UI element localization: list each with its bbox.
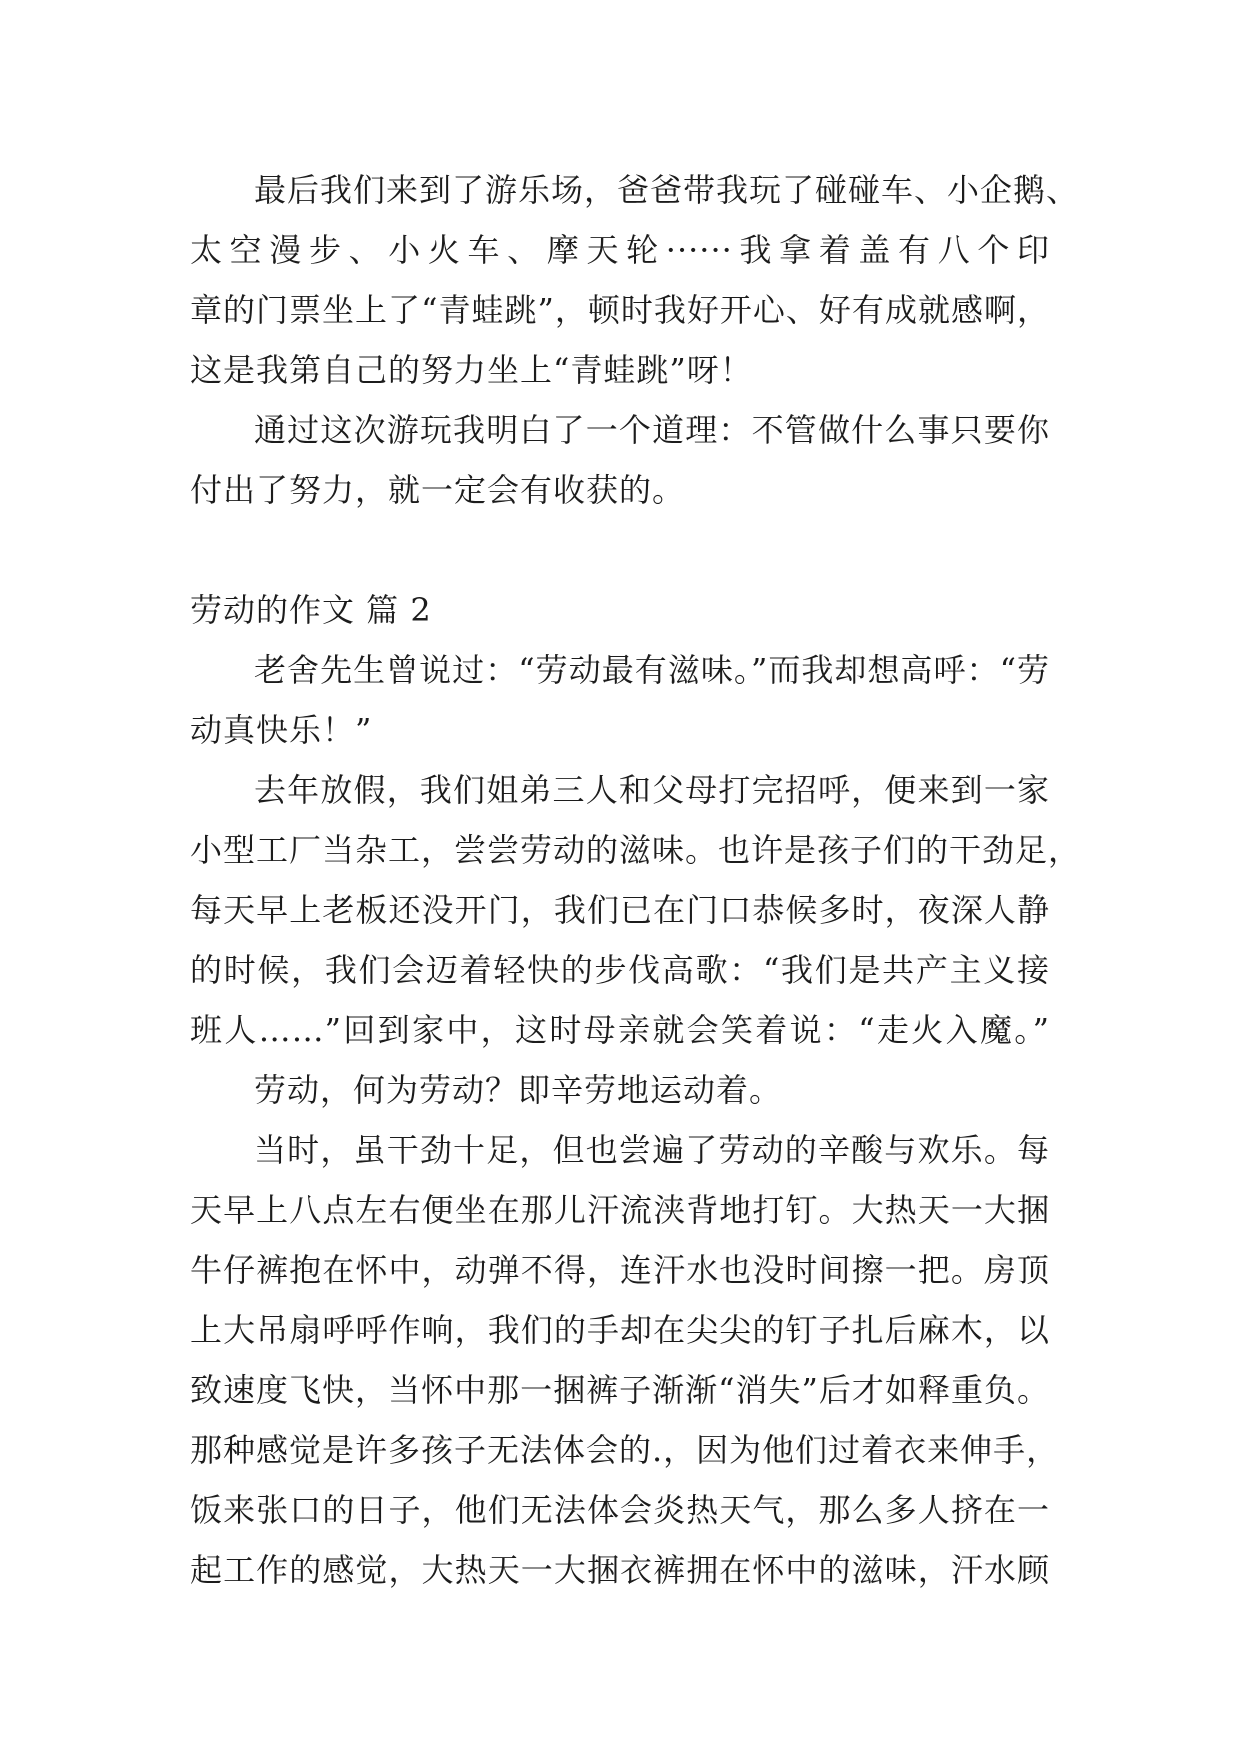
text-line: 动真快乐！” <box>190 711 373 749</box>
paragraph-amusement-park <box>190 160 1080 400</box>
text-line: 劳动，何为劳动？即辛劳地运动着。 <box>254 1071 783 1109</box>
text-line: 老舍先生曾说过：“劳动最有滋味。”而我却想高呼：“劳 <box>254 651 1050 689</box>
text-line: 致速度飞快，当怀中那一捆裤子渐渐“消失”后才如释重负。 <box>190 1371 1050 1409</box>
text-line: 通过这次游玩我明白了一个道理：不管做什么事只要你 <box>254 411 1050 449</box>
text-line: 上大吊扇呼呼作响，我们的手却在尖尖的钉子扎后麻木，以 <box>190 1311 1050 1349</box>
text-line: 付出了努力，就一定会有收获的。 <box>190 471 686 509</box>
text-line: 去年放假，我们姐弟三人和父母打完招呼，便来到一家 <box>254 771 1050 809</box>
text-line: 小型工厂当杂工，尝尝劳动的滋味。也许是孩子们的干劲足， <box>190 831 1082 869</box>
paragraph-hardship <box>190 1120 1060 1600</box>
text-line: 饭来张口的日子，他们无法体会炎热天气，那么多人挤在一 <box>190 1491 1050 1529</box>
text-line: 最后我们来到了游乐场，爸爸带我玩了碰碰车、小企鹅、 <box>254 171 1080 209</box>
section-spacer <box>190 520 1050 580</box>
section-heading: 劳动的作文 篇 2 <box>190 591 432 629</box>
text-line: 章的门票坐上了“青蛙跳”，顿时我好开心、好有成就感啊， <box>190 291 1050 329</box>
text-line: 这是我第自己的努力坐上“青蛙跳”呀！ <box>190 351 753 389</box>
text-line: 的时候，我们会迈着轻快的步伐高歌：“我们是共产主义接 <box>190 951 1050 989</box>
paragraph-laoshe-quote <box>190 640 1050 760</box>
text-line: 起工作的感觉，大热天一大捆衣裤拥在怀中的滋味，汗水顾 <box>190 1551 1050 1589</box>
text-line: 当时，虽干劲十足，但也尝遍了劳动的辛酸与欢乐。每 <box>254 1131 1050 1169</box>
article-body <box>190 160 1082 1600</box>
paragraph-what-is-labor <box>190 1060 1050 1120</box>
paragraph-lesson <box>190 400 1050 520</box>
text-line: 天早上八点左右便坐在那儿汗流浃背地打钉。大热天一大捆 <box>190 1191 1050 1229</box>
paragraph-factory-work <box>190 760 1082 1060</box>
text-line: 太空漫步、小火车、摩天轮······我拿着盖有八个印 <box>190 231 1050 269</box>
text-line: 班人……”回到家中，这时母亲就会笑着说：“走火入魔。” <box>190 1011 1050 1049</box>
text-line: 牛仔裤抱在怀中，动弹不得，连汗水也没时间擦一把。房顶 <box>190 1251 1050 1289</box>
text-line: 每天早上老板还没开门，我们已在门口恭候多时，夜深人静 <box>190 891 1050 929</box>
text-line: 那种感觉是许多孩子无法体会的.，因为他们过着衣来伸手， <box>190 1431 1060 1469</box>
